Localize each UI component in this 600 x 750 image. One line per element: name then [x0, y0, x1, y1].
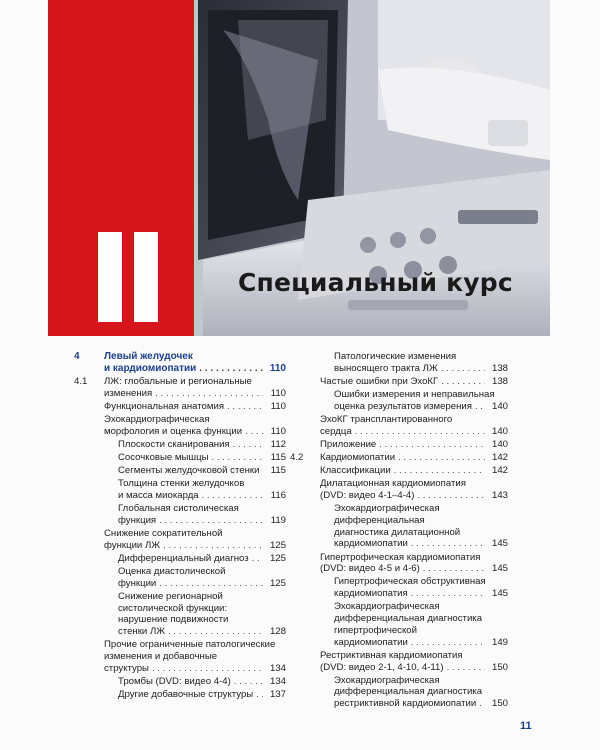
toc-page-number: 150	[491, 661, 508, 673]
toc-entry[interactable]	[74, 375, 286, 400]
toc-page-number: 134	[269, 662, 286, 674]
toc-page-number: 142	[491, 451, 508, 463]
toc-entry[interactable]	[118, 553, 286, 565]
toc-entry-number: 4	[74, 351, 80, 362]
toc-entry-text: Эхокардиографическая	[334, 503, 440, 514]
toc-entry-text: ЛЖ: глобальные и региональные	[104, 375, 252, 387]
toc-entry-text: рестриктивной кардиомиопатии	[334, 698, 477, 710]
toc-entry-text: дифференциальная диагностика	[334, 613, 483, 625]
toc-dot-leader	[152, 663, 263, 675]
toc-entry-text: Плоскости сканирования	[118, 438, 230, 450]
toc-entry-text: нарушение подвижности	[118, 614, 229, 626]
toc-entry-text: выносящего тракта ЛЖ	[334, 362, 438, 374]
toc-entry-text: Классификации	[320, 465, 391, 476]
toc-entry-text: изменения	[104, 387, 153, 399]
toc-entry-text: Ошибки измерения и неправильная	[334, 389, 495, 400]
toc-entry[interactable]	[334, 675, 508, 710]
toc-entry-text: кардиомиопатии	[334, 636, 408, 648]
toc-dot-leader	[447, 662, 485, 674]
toc-page-number: 128	[269, 626, 286, 638]
toc-entry-text: дифференциальная	[334, 514, 425, 526]
toc-entry[interactable]	[320, 414, 508, 438]
toc-entry-text: морфология и оценка функции	[104, 425, 243, 437]
toc-page-number: 134	[269, 676, 286, 687]
toc-dot-leader	[394, 465, 485, 477]
toc-entry[interactable]	[118, 439, 286, 451]
toc-entry-text: Сегменты желудочковой стенки	[118, 465, 260, 476]
toc-entry-text: стенки ЛЖ	[118, 626, 166, 638]
toc-entry[interactable]	[320, 439, 508, 451]
toc-entry-text: сердца	[320, 425, 352, 437]
toc-entry[interactable]	[118, 689, 286, 701]
toc-entry-text: Глобальная систолическая	[118, 503, 239, 514]
toc-entry[interactable]	[334, 576, 508, 600]
toc-dot-leader	[256, 689, 263, 701]
toc-entry[interactable]	[104, 401, 286, 413]
toc-entry-number: 4.1	[74, 375, 88, 387]
toc-entry-text: структуры	[104, 662, 149, 674]
toc-page-number: 115	[270, 451, 286, 463]
toc-entry[interactable]	[334, 601, 508, 648]
toc-dot-leader	[262, 465, 263, 477]
toc-entry-text: и масса миокарда	[118, 489, 199, 501]
page-number: 11	[520, 720, 532, 732]
toc-entry[interactable]	[320, 552, 508, 576]
toc-entry[interactable]	[118, 478, 286, 502]
toc-entry-text: (DVD: видео 4-5 и 4-6)	[320, 563, 420, 575]
toc-page-number: 140	[491, 400, 508, 412]
toc-dot-leader	[398, 452, 485, 464]
toc-dot-leader	[233, 439, 263, 451]
toc-entry-number: 4.2	[290, 451, 304, 463]
toc-entry-text: Другие добавочные структуры	[118, 689, 254, 701]
toc-page-number: 110	[270, 400, 286, 412]
toc-entry-text: Эхокардиографическая	[334, 674, 440, 686]
toc-dot-leader	[379, 439, 485, 451]
toc-dot-leader	[227, 401, 263, 413]
toc-entry-text: Сосочковые мышцы	[118, 451, 209, 463]
toc-entry-text: Эхокардиографическая	[334, 601, 440, 613]
toc-entry[interactable]	[334, 389, 508, 413]
toc-entry[interactable]	[320, 465, 508, 477]
toc-page-number: 142	[491, 465, 508, 476]
toc-dot-leader	[199, 363, 263, 375]
toc-entry-text: кардиомиопатии	[334, 538, 408, 550]
toc-page-number: 150	[491, 698, 508, 710]
toc-page-number: 138	[491, 362, 508, 374]
toc-entry-text: Снижение сократительной	[104, 527, 223, 539]
toc-entry-text: Гипертрофическая обструктивная	[334, 576, 486, 588]
toc-dot-leader	[234, 676, 263, 688]
toc-dot-leader	[252, 553, 263, 565]
toc-entry-text: дифференциальная диагностика	[334, 686, 483, 698]
toc-entry[interactable]	[118, 452, 286, 464]
part-numeral-graphic	[72, 232, 167, 322]
toc-dot-leader	[411, 637, 485, 649]
toc-page-number: 125	[269, 552, 286, 564]
toc-page-number: 112	[270, 438, 286, 450]
toc-dot-leader	[202, 490, 263, 502]
toc-dot-leader	[159, 515, 263, 527]
toc-dot-leader	[155, 388, 263, 400]
toc-page-number: 145	[491, 538, 508, 550]
toc-page-number: 110	[270, 425, 286, 437]
toc-entry-text: Дилатационная кардиомиопатия	[320, 478, 466, 490]
toc-entry-text: Дифференциальный диагноз	[118, 552, 249, 564]
toc-page-number: 125	[269, 577, 286, 589]
toc-dot-leader	[441, 376, 485, 388]
toc-entry-text: Гипертрофическая кардиомиопатия	[320, 551, 481, 563]
toc-entry-text: изменения и добавочные	[104, 651, 218, 663]
toc-page-number: 140	[491, 425, 508, 437]
toc-entry[interactable]	[320, 376, 508, 388]
toc-entry-text: функция	[118, 514, 157, 526]
toc-entry[interactable]	[118, 503, 286, 527]
toc-entry-text: Патологические изменения	[334, 351, 457, 362]
toc-entry[interactable]	[290, 451, 508, 464]
toc-entry[interactable]	[118, 591, 286, 638]
toc-entry[interactable]	[334, 503, 508, 550]
toc-dot-leader	[417, 490, 485, 502]
toc-entry[interactable]	[118, 566, 286, 590]
toc-page-number: 145	[491, 563, 508, 575]
toc-page-number: 119	[270, 514, 286, 526]
part-numeral-bar	[134, 232, 158, 322]
toc-page-number: 145	[491, 588, 508, 600]
toc-dot-leader	[411, 588, 485, 600]
toc-dot-leader	[479, 698, 485, 710]
toc-dot-leader	[163, 540, 263, 552]
toc-entry-text: и кардиомиопатии	[104, 362, 197, 374]
toc-dot-leader	[423, 563, 485, 575]
toc-page-number: 143	[491, 489, 508, 501]
toc-entry-text: Тромбы (DVD: видео 4-4)	[118, 676, 231, 687]
toc-entry-text: Левый желудочек	[104, 351, 193, 362]
toc-entry[interactable]	[104, 639, 286, 674]
toc-page-number: 137	[269, 689, 286, 701]
toc-entry-text: функции ЛЖ	[104, 539, 161, 551]
toc-entry-text: кардиомиопатия	[334, 588, 408, 600]
toc-page-number: 115	[270, 465, 286, 476]
toc-entry-text: оценка результатов измерения	[334, 400, 472, 412]
toc-entry-text: гипертрофической	[334, 624, 417, 636]
toc-dot-leader	[441, 363, 485, 375]
toc-entry-text: Приложение	[320, 438, 377, 450]
toc-page-number: 125	[269, 539, 286, 551]
toc-page-number: 110	[269, 362, 286, 374]
toc-dot-leader	[355, 426, 485, 438]
toc-page-number: 116	[270, 489, 286, 501]
toc-entry[interactable]	[104, 528, 286, 552]
toc-page-number: 140	[491, 438, 508, 450]
part-title: Специальный курс	[238, 268, 513, 297]
toc-entry-text: функции	[118, 577, 157, 589]
toc-entry[interactable]	[320, 650, 508, 674]
toc-entry-text: Функциональная анатомия	[104, 400, 225, 412]
toc-page-number: 149	[491, 636, 508, 648]
toc-dot-leader	[212, 452, 263, 464]
toc-entry-text: Толщина стенки желудочков	[118, 478, 245, 490]
toc-entry-text: Частые ошибки при ЭхоКГ	[320, 375, 439, 387]
toc-entry-text: (DVD: видео 4-1–4-4)	[320, 489, 415, 501]
toc-entry-text: Снижение регионарной	[118, 590, 223, 602]
part-numeral-bar	[98, 232, 122, 322]
toc-entry[interactable]	[320, 478, 508, 502]
toc-page-number: 138	[491, 375, 508, 387]
toc-entry-text: ЭхоКГ трансплантированного	[320, 413, 453, 425]
toc-entry-text: Прочие ограниченные патологические	[104, 639, 276, 651]
toc-entry-text: диагностика дилатационной	[334, 526, 461, 538]
toc-entry-text: систолической функции:	[118, 602, 228, 614]
toc-dot-leader	[411, 538, 485, 550]
toc-entry[interactable]	[118, 465, 286, 477]
toc-entry[interactable]	[118, 676, 286, 688]
toc-entry[interactable]	[334, 351, 508, 375]
toc-dot-leader	[159, 578, 263, 590]
toc-page-number: 110	[270, 387, 286, 399]
toc-entry[interactable]	[104, 414, 286, 438]
toc-entry-text: Оценка диастолической	[118, 565, 226, 577]
toc-entry[interactable]	[74, 351, 286, 375]
toc-dot-leader	[168, 626, 263, 638]
toc-entry-text: Рестриктивная кардиомиопатия	[320, 649, 463, 661]
toc-entry-text: (DVD: видео 2-1, 4-10, 4-11)	[320, 661, 444, 673]
toc-dot-leader	[475, 401, 485, 413]
toc-entry-text: Кардиомиопатии	[320, 451, 396, 463]
toc-dot-leader	[245, 426, 263, 438]
toc-entry-text: Эхокардиографическая	[104, 413, 210, 425]
